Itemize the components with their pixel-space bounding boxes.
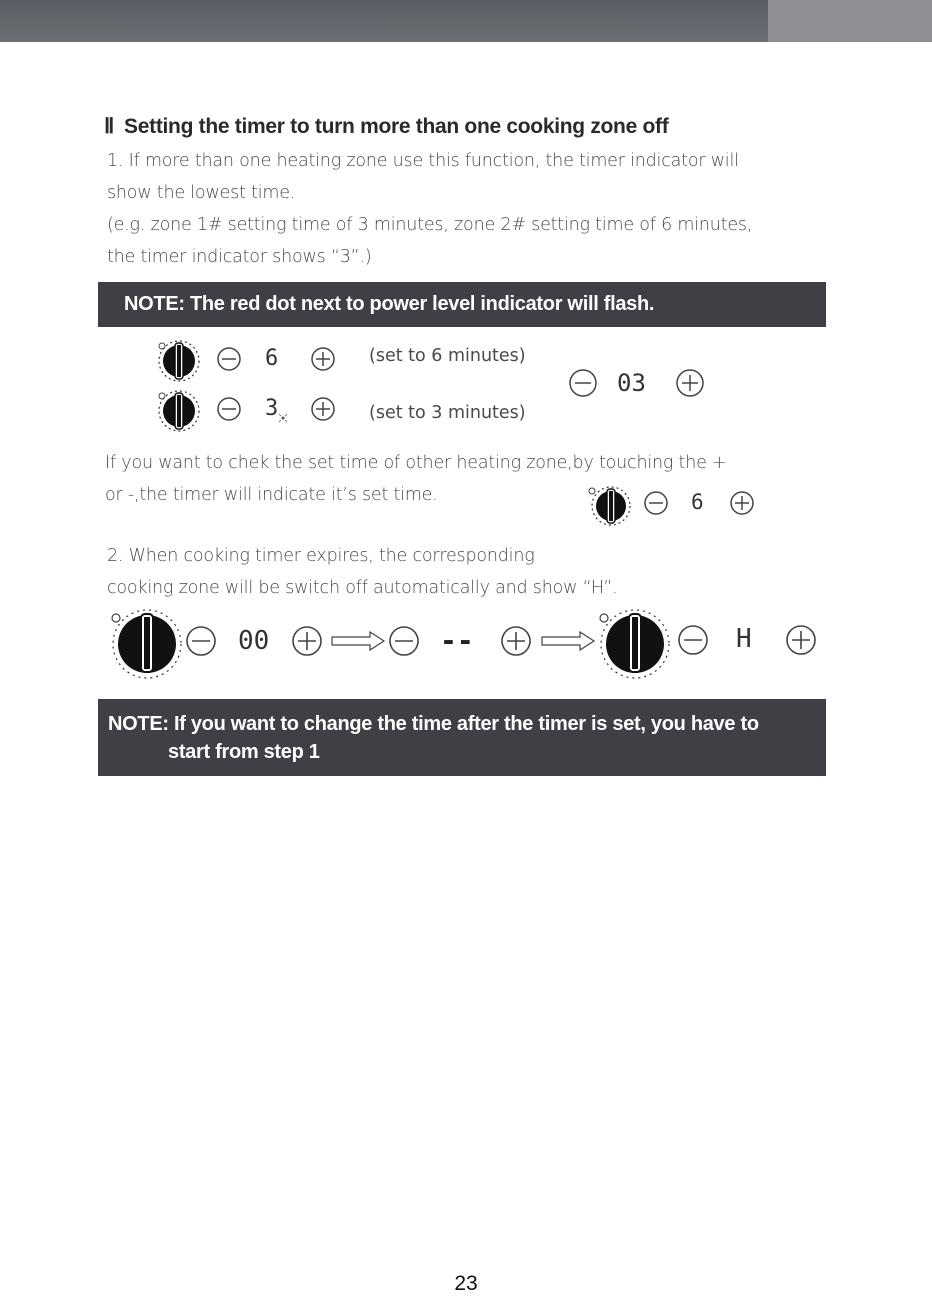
knob-panel-row2 (155, 388, 355, 432)
indicator-dot-icon (589, 488, 595, 494)
step1-line4: the timer indicator shows “3”.) (107, 247, 372, 267)
expiry-sequence (108, 604, 828, 688)
section-marker: Ⅱ (104, 115, 115, 138)
check-display: 6 (691, 490, 704, 514)
flash-dot-icon (279, 414, 287, 422)
caption-set-3: (set to 3 minutes) (369, 403, 526, 423)
control-panel-row2 (155, 388, 355, 436)
check-line2: or -,the timer will indicate it’s set time. (105, 485, 438, 505)
header-bar-tab (768, 0, 932, 42)
section-heading (104, 114, 668, 139)
step2-line2: cooking zone will be switch off automatically and show “H”. (107, 578, 618, 598)
plus-icon (293, 627, 321, 655)
knob-icon (600, 610, 669, 678)
step1-line3: (e.g. zone 1# setting time of 3 minutes, zone 2# setting time of 6 minutes, (107, 215, 753, 235)
control-panel-row1 (155, 338, 355, 386)
minus-icon (679, 626, 707, 654)
sequence-display-3: H (736, 624, 752, 654)
minus-icon (390, 627, 418, 655)
caption-set-6: (set to 6 minutes) (369, 346, 526, 366)
sequence-display-1: 00 (238, 626, 270, 656)
knob-panel-row1 (155, 338, 355, 382)
check-line1: If you want to chek the set time of other heating zone,by touching the + (105, 453, 727, 473)
step1-line1: 1. If more than one heating zone use this function, the timer indicator will (107, 151, 739, 171)
check-control-panel (585, 484, 765, 530)
arrow-right-icon (542, 632, 594, 650)
note-banner-change-time (98, 699, 826, 776)
note2-line1: NOTE: If you want to change the time after the timer is set, you have to (108, 713, 759, 735)
section-title: Setting the timer to turn more than one cooking zone off (124, 115, 669, 138)
zone-display-row1: 6 (265, 346, 279, 371)
step1-line2: show the lowest time. (107, 183, 296, 203)
header-bar-main (0, 0, 768, 42)
sequence-display-2: -- (440, 624, 474, 657)
note2-line2: start from step 1 (168, 741, 320, 763)
arrow-right-icon (332, 632, 384, 650)
knob-icon (112, 610, 181, 678)
zone-display-row2: 3 (265, 396, 279, 421)
check-knob-panel (585, 484, 765, 526)
note-banner-flash: NOTE: The red dot next to power level indicator will flash. (98, 282, 826, 327)
plus-icon (787, 626, 815, 654)
header-bar (0, 0, 932, 42)
plus-icon (502, 627, 530, 655)
step2-line1: 2. When cooking timer expires, the corresponding (107, 546, 535, 566)
timer-display: 03 (617, 369, 646, 397)
minus-icon (187, 627, 215, 655)
timer-panel (565, 366, 710, 406)
page-number: 23 (454, 1272, 478, 1295)
